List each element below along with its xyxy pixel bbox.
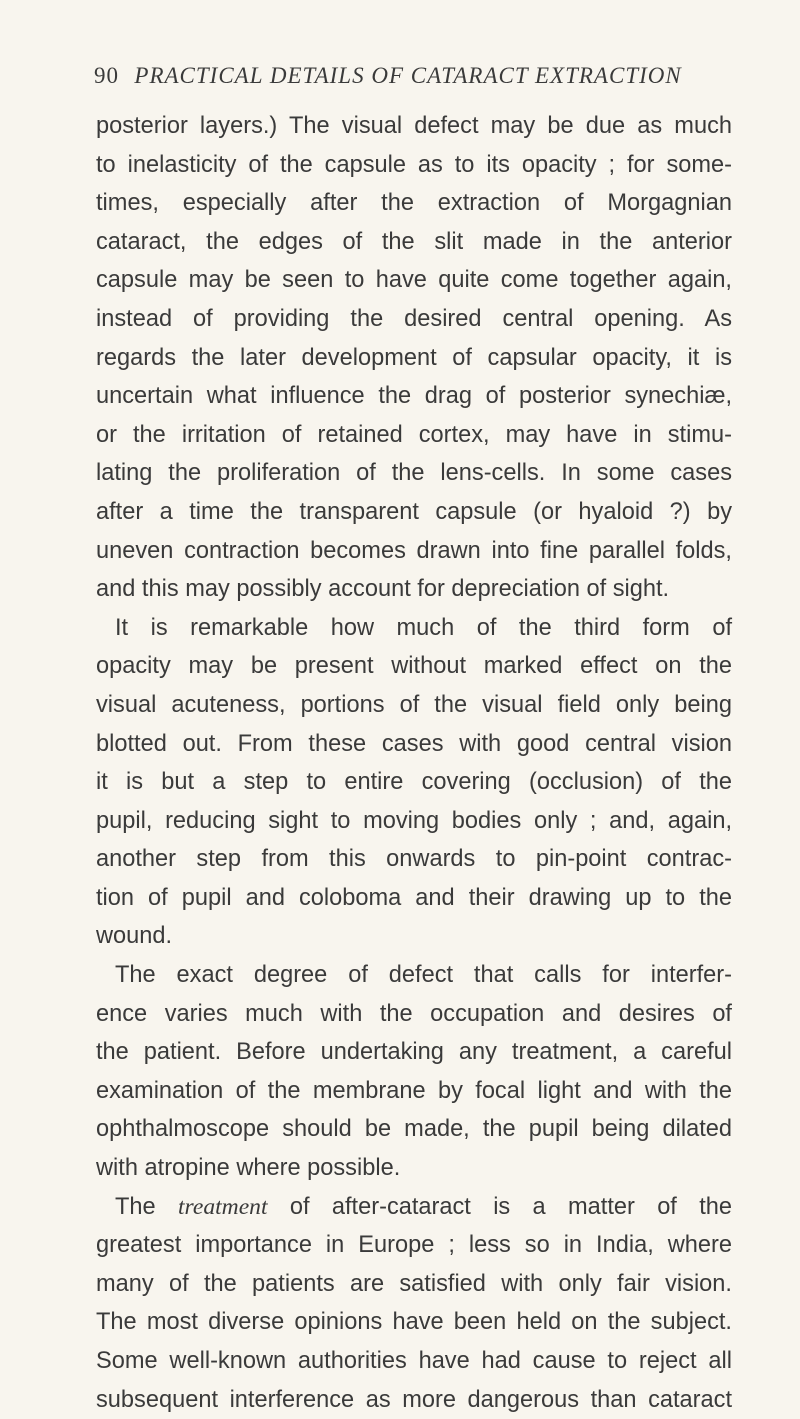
text-line: instead of providing the desired central opening. As [96,305,732,332]
text-run: The [115,1193,178,1220]
text-line: ence varies much with the occupation and desires of [96,1000,732,1027]
text-line: greatest importance in Europe ; less so in India, where [96,1232,732,1259]
text-line: lating the proliferation of the lens-cells. In some cases [96,460,732,487]
paragraph-first-line: The exact degree of defect that calls for interfer- [115,962,732,989]
text-line: tion of pupil and coloboma and their drawing up to the [96,884,732,911]
paragraph-first-line: It is remarkable how much of the third form of [115,614,732,641]
page-number: 90 [94,63,119,88]
text-line: uncertain what influence the drag of posterior synechiæ, [96,383,732,410]
text-line: examination of the membrane by focal light and with the [96,1077,732,1104]
text-line: it is but a step to entire covering (occlusion) of the [96,769,732,796]
text-line: cataract, the edges of the slit made in the anterior [96,228,732,255]
text-line: capsule may be seen to have quite come together again, [96,267,732,294]
text-line: posterior layers.) The visual defect may be due as much [96,113,732,139]
text-line: ophthalmoscope should be made, the pupil being dilated [96,1116,732,1143]
text-line: another step from this onwards to pin-point contrac- [96,846,732,873]
text-line: opacity may be present without marked effect on the [96,653,732,680]
text-line: many of the patients are satisfied with only fair vision. [96,1270,732,1297]
text-line: wound. [96,923,173,950]
running-title: PRACTICAL DETAILS OF CATARACT EXTRACTION [134,63,682,88]
text-line: blotted out. From these cases with good central vision [96,730,732,757]
text-line: to inelasticity of the capsule as to its opacity ; for some- [96,151,732,178]
text-line: uneven contraction becomes drawn into fine parallel folds, [96,537,732,564]
text-line: and this may possibly account for depreciation of sight. [96,576,670,603]
text-run: of after-cataract is a matter of the [267,1193,732,1220]
text-line: The most diverse opinions have been held on the subject. [96,1309,732,1336]
text-line: with atropine where possible. [96,1155,401,1182]
text-line: the patient. Before undertaking any treatment, a careful [96,1039,732,1066]
running-head [94,62,714,96]
text-line: pupil, reducing sight to moving bodies only ; and, again, [96,807,732,834]
italic-word: treatment [177,1193,268,1220]
text-line: times, especially after the extraction of Morgagnian [96,190,732,217]
text-line: Some well-known authorities have had cause to reject all [96,1348,732,1374]
body-text [96,107,732,1419]
text-line: regards the later development of capsular opacity, it is [96,344,732,371]
text-line: visual acuteness, portions of the visual field only being [96,691,732,718]
text-line: subsequent interference as more dangerous than cataract [96,1386,732,1413]
text-line: or the irritation of retained cortex, may have in stimu- [96,421,732,448]
paragraph-first-line [96,1188,732,1227]
text-line: after a time the transparent capsule (or hyaloid ?) by [96,498,732,525]
